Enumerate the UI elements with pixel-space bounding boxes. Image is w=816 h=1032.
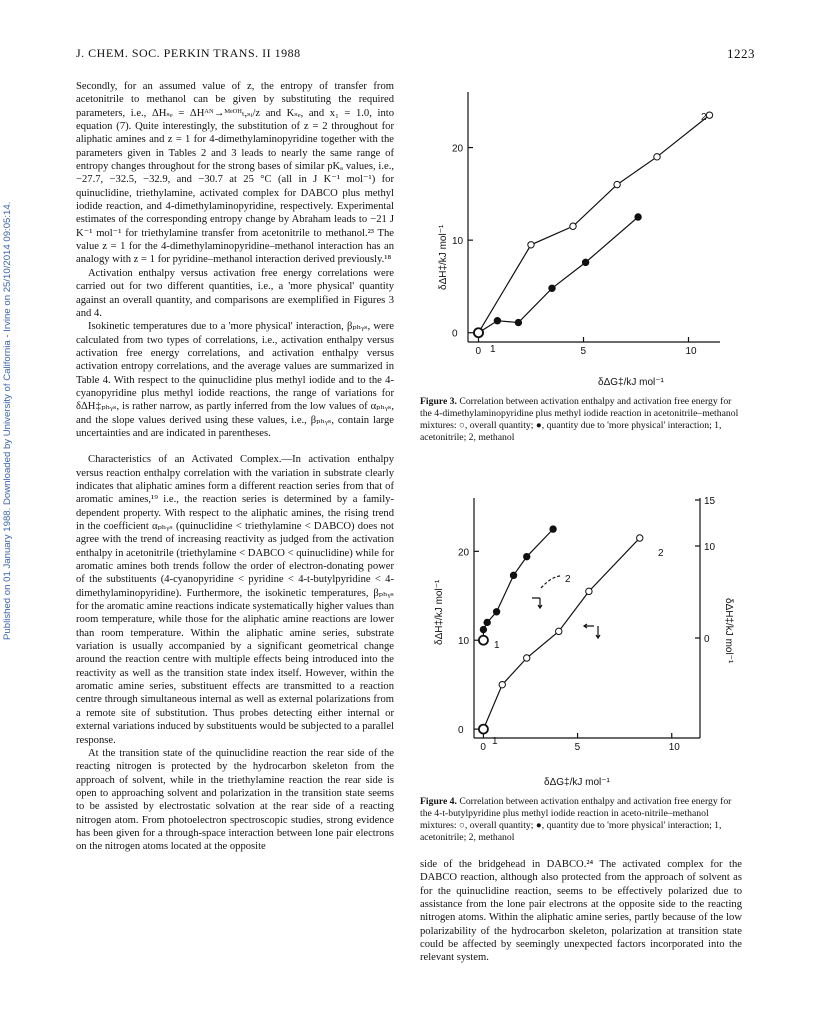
axis-arrow-left-curve: [532, 598, 542, 608]
y-tick-label: 10: [452, 236, 464, 248]
open-point: [706, 112, 712, 118]
open-point: [654, 154, 660, 160]
axis-arrow-right-curve: [584, 624, 600, 638]
paragraph: Activation enthalpy versus activation free energy correlations were carried out for two different quantities, i.e., a 'more physical' quantity against an overall quantity, and comparisons are exemplified in Figures 3 and 4.: [76, 267, 394, 319]
right-y-tick-label: 0: [704, 634, 710, 645]
paragraph: side of the bridgehead in DABCO.²⁴ The activated complex for the DABCO reaction, although also protected from the approach of solvent as for the quinuclidine reaction, seems to be effectively polarized due to assistance from the lone pair electrons at the opposite side to the reacting nitrogen atoms. Within the aliphatic amine series, partly because of the low polarizability of the hydrocarbon skeleton, polarization at transition state could be affected by seemingly unexpected factors incorporated into the relevant system.: [420, 859, 742, 964]
filled-point: [515, 319, 521, 325]
filled-point: [549, 285, 555, 291]
y-tick-label: 0: [452, 328, 458, 340]
open-point: [528, 242, 534, 248]
x-tick-label: 0: [475, 346, 482, 357]
figure4-fill-label-2: 2: [565, 574, 571, 585]
figure3-caption: [420, 396, 744, 444]
figure4-xlabel: δΔG‡/kJ mol⁻¹: [544, 777, 610, 788]
right-column: [420, 858, 742, 965]
figure4-ylabel-right: δΔH‡/kJ mol⁻¹: [723, 598, 734, 664]
x-tick-label: 5: [580, 346, 587, 357]
filled-point: [479, 636, 488, 645]
filled-point: [510, 572, 516, 578]
figure3-point-label-1: 1: [490, 344, 496, 355]
open-point: [614, 181, 620, 187]
open-point: [570, 223, 576, 229]
filled-point: [480, 626, 486, 632]
paragraph: Secondly, for an assumed value of z, the entropy of transfer from acetonitrile to methanol can be given by substituting the required parameters, i.e., ΔHₛₑ = ΔHᴬᴺ→ᴹᵉᴼᴴₜ,ₛᵢ/z and Kₛₑ, and x₁ = 1.0, into equation (7). Quite interestingly, the substitution of z = 2 throughout for aliphatic amines and z = 1 for 4-dimethylaminopyridine together with the parameters given in Tables 2 and 3 leads to nearly the same range of entropy changes throughout for the strong bases of similar pKₐ values, i.e., −27.7, −32.5, −32.9, and −30.7 at 25 °C (all in J K⁻¹ mol⁻¹) for quinuclidine, triethylamine, activated complex for DABCO plus methyl iodide reaction, and 4-dimethylaminopyridine, respectively. Experimental estimates of the corresponding entropy change by Abraham leads to −21 J K⁻¹ mol⁻¹ for triethylamine transfer from acetonitrile to methanol.²³ The value z = 1 for the 4-dimethylaminopyridine–methanol interaction has an analogy with z = 1 for pyridine–methanol interaction derived previously.¹⁸: [76, 81, 394, 266]
page-number: 1223: [727, 46, 755, 61]
download-watermark: Published on 01 January 1988. Downloaded by University of California - Irvine on 25/10/2014 09:05:14.: [2, 201, 13, 640]
figure4-chart: [420, 480, 750, 810]
y-tick-label: 10: [458, 636, 470, 648]
figure3-point-label-2: 2: [701, 112, 707, 123]
filled-point: [494, 318, 500, 324]
y-tick-label: 20: [452, 143, 464, 155]
series-line-filled: [479, 217, 639, 333]
figure3-caption-text: Correlation between activation enthalpy and activation free energy for the 4-dimethylaminopyridine plus methyl iodide reaction in acetonitrile–methanol mixtures: ○, overall quantity; ●, quantity due to 'more physical' interaction; 1, acetonitrile; 2, methanol: [420, 396, 739, 443]
paragraph: Isokinetic temperatures due to a 'more physical' interaction, βₚₕᵧₛ, were calculated from two types of correlations, i.e., activation enthalpy versus activation free energy correlations, and activation enthalpy versus activation entropy correlations, and the average values are summarized in Table 4. With respect to the quinuclidine plus methyl iodide and to the 4-cyanopyridine plus methyl iodide reactions, the range of variations for δΔH‡ₚₕᵧₛ, is rather narrow, as partly inferred from the low values of αₚₕᵧₛ, and the slope values derived using these values, i.e., βₚₕᵧₛ, contain large uncertainties and are indicated in parentheses.: [76, 321, 394, 439]
figure4-open-label-1: 1: [492, 736, 498, 747]
filled-point: [582, 259, 588, 265]
figure3-ylabel: δΔH‡/kJ mol⁻¹: [438, 224, 449, 290]
filled-point: [524, 553, 530, 559]
figure4-caption-text: Correlation between activation enthalpy and activation free energy for the 4-t-butylpyridine plus methyl iodide reaction in aceto-nitrile–methanol mixtures: ○, overall quantity; ●, quantity due to 'more physical' interaction; 1, acetonitrile; 2, methanol: [420, 796, 732, 843]
open-point: [637, 535, 643, 541]
filled-point: [474, 328, 483, 337]
running-header: J. CHEM. SOC. PERKIN TRANS. II 1988: [76, 46, 301, 60]
open-point: [499, 681, 505, 687]
filled-point: [484, 619, 490, 625]
x-tick-label: 0: [480, 742, 486, 753]
series-line-open: [479, 115, 710, 333]
figure4-caption-label: Figure 4.: [420, 796, 457, 807]
open-point: [479, 725, 488, 734]
y-tick-label: 20: [458, 547, 470, 559]
paragraph: At the transition state of the quinuclidine reaction the rear side of the reacting nitrogen is protected by the hydrocarbon skeleton from the approach of solvent, while in the triethylamine reaction the rear side is open to approaching solvent and polarization in the transition state seems to be assisted by electrostatic solvation at the rear side of a reacting nitrogen atom. From photoelectron spectroscopic studies, strong evidence has been given for a through-space interaction between lone pair electrons on the nitrogen atoms located at the opposite: [76, 747, 394, 853]
x-tick-label: 10: [685, 346, 697, 357]
figure4-fill-label-1: 1: [494, 640, 500, 651]
y-tick-label: 0: [458, 725, 464, 737]
figure4-open-label-2: 2: [658, 548, 664, 559]
section-paragraph: Characteristics of an Activated Complex.—In activation enthalpy versus reaction enthalpy correlation with the variation in substrate clearly indicates that aliphatic amines form a different reaction series from that of aromatic amines,¹⁹ i.e., the reaction series is determined by a family-dependent property. With respect to the aliphatic amines, the rising trend in the coefficient αₚₕᵧₛ (quinuclidine < triethylamine < DABCO) does not agree with the trend of increasing reactivity as judged from the activation enthalpy in acetonitrile (triethylamine < DABCO < quinuclidine) while for aromatic amines both trends follow the order of electron-donating power of the substituents (4-cyanopyridine < pyridine < 4-t-butylpyridine < 4-dimethylaminopyridine). Furthermore, the isokinetic temperatures, βₚₕᵧₛ for the aromatic amine reactions indicate systematically higher values than room temperature, while those for the aliphatic amine reactions are lower than room temperature. Within the aliphatic amine series, substrate variation is usually accompanied by a significant geometrical change around the reaction centre with multiple effects being introduced into the reactivity as well as the transition state index itself. However, within the aromatic amine series, substituent effects are transmitted to a reaction centre through simultaneous internal as well as external polarizations from a remote site of substitution. Thus probes detecting either internal or external variations induced by substituents would be subjected to a parallel response.: [76, 454, 394, 746]
figure3-xlabel: δΔG‡/kJ mol⁻¹: [598, 377, 664, 388]
left-column: [76, 80, 394, 854]
right-y-tick-label: 10: [704, 542, 716, 553]
figure3-caption-label: Figure 3.: [420, 396, 457, 407]
open-point: [556, 628, 562, 634]
filled-point: [493, 609, 499, 615]
right-y-tick-label: 15: [704, 496, 716, 507]
figure3-chart: [420, 80, 740, 390]
series-line-filled: [483, 529, 553, 640]
filled-point: [635, 214, 641, 220]
figure4-ylabel-left: δΔH‡/kJ mol⁻¹: [434, 579, 445, 645]
open-point: [524, 655, 530, 661]
dashed-connector: [541, 576, 561, 588]
figure4-caption: [420, 796, 744, 844]
x-tick-label: 10: [668, 742, 680, 753]
filled-point: [550, 526, 556, 532]
x-tick-label: 5: [574, 742, 581, 753]
open-point: [586, 588, 592, 594]
